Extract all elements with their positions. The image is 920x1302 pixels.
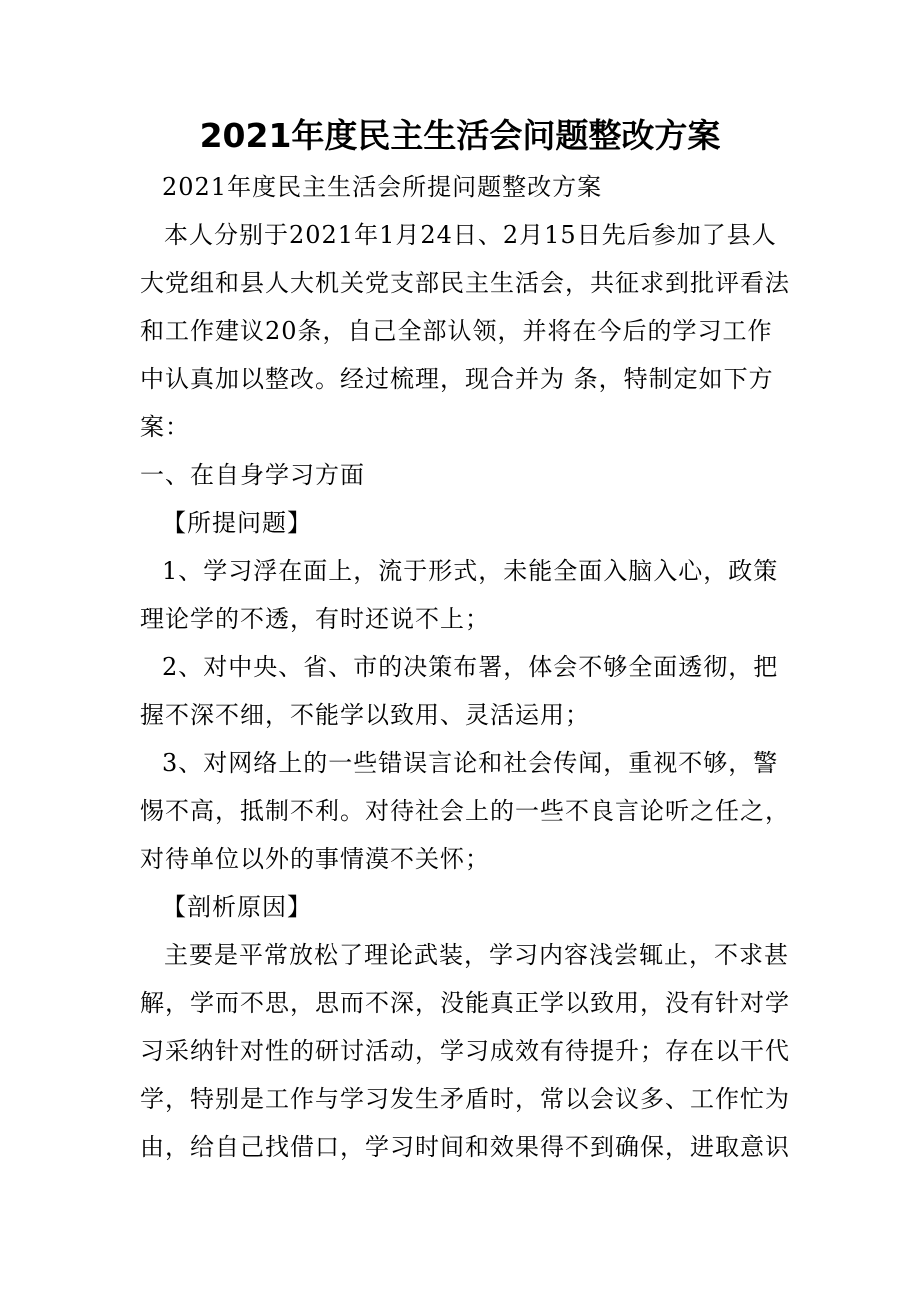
paragraph-line: 本人分别于2021年1月24日、2月15日先后参加了县人 bbox=[164, 221, 777, 249]
list-item-line: 2、对中央、省、市的决策布署，体会不够全面透彻，把 bbox=[162, 653, 779, 681]
list-item-line: 握不深不细，不能学以致用、灵活运用； bbox=[140, 701, 590, 729]
paragraph-line: 大党组和县人大机关党支部民主生活会，共征求到批评看法 bbox=[140, 269, 790, 297]
paragraph-line: 中认真加以整改。经过梳理，现合并为 条，特制定如下方 bbox=[140, 365, 774, 393]
paragraph-line: 解，学而不思，思而不深，没能真正学以致用，没有针对学 bbox=[140, 989, 790, 1017]
list-item-line: 对待单位以外的事情漠不关怀； bbox=[140, 845, 490, 873]
paragraph-line: 学，特别是工作与学习发生矛盾时，常以会议多、工作忙为 bbox=[140, 1085, 790, 1113]
paragraph-line: 案： bbox=[140, 413, 190, 441]
list-item-line: 惕不高，抵制不利。对待社会上的一些不良言论听之任之， bbox=[140, 797, 790, 825]
subsection-heading: 【剖析原因】 bbox=[162, 893, 312, 921]
paragraph-line: 和工作建议20条，自己全部认领，并将在今后的学习工作 bbox=[140, 317, 773, 345]
paragraph-line: 主要是平常放松了理论武装，学习内容浅尝辄止，不求甚 bbox=[164, 941, 789, 969]
subtitle-line: 2021年度民主生活会所提问题整改方案 bbox=[162, 173, 603, 201]
list-item-line: 1、学习浮在面上，流于形式，未能全面入脑入心，政策 bbox=[162, 557, 779, 585]
list-item-line: 理论学的不透，有时还说不上； bbox=[140, 605, 490, 633]
section-heading: 一、在自身学习方面 bbox=[140, 461, 365, 489]
paragraph-line: 习采纳针对性的研讨活动，学习成效有待提升；存在以干代 bbox=[140, 1037, 790, 1065]
document-title: 2021年度民主生活会问题整改方案 bbox=[199, 116, 721, 155]
list-item-line: 3、对网络上的一些错误言论和社会传闻，重视不够，警 bbox=[162, 749, 779, 777]
subsection-heading: 【所提问题】 bbox=[162, 509, 312, 537]
paragraph-line: 由，给自己找借口，学习时间和效果得不到确保，进取意识 bbox=[140, 1133, 790, 1161]
